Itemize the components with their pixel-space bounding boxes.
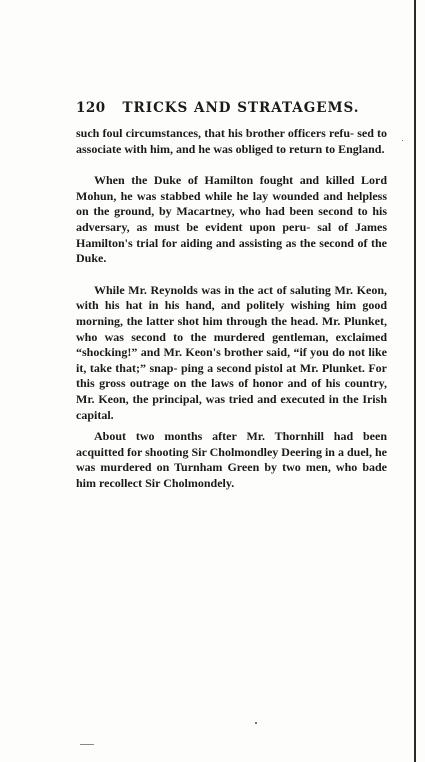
- paragraph-continuation: such foul circumstances, that his brother officers refu- sed to associate with him, and he was obliged to return to England.: [76, 126, 387, 156]
- paragraph-hamilton-mohun: When the Duke of Hamilton fought and killed Lord Mohun, he was stabbed while he lay wounded and helpless on the ground, by Macartney, who had been second to his adversary, as must be evident upon peru- sal of James Hamilton's trial for aiding and assisting as the second of the Duke.: [76, 173, 387, 266]
- page-number: 120: [76, 100, 106, 116]
- running-title: TRICKS AND STRATAGEMS.: [122, 100, 360, 116]
- paragraph-reynolds-keon: While Mr. Reynolds was in the act of saluting Mr. Keon, with his hat in his hand, and politely wishing him good morning, the latter shot him through the head. Mr. Plunket, who was second to the murdered gentleman, exclaimed “shocking!” and Mr. Keon's brother said, “if you do not like it, take that;” snap- ping a second pistol at Mr. Plunket. For this gross outrage on the laws of honor and of his country, Mr. Keon, the principal, was tried and executed in the Irish capital.: [76, 282, 387, 422]
- running-header: [76, 100, 396, 118]
- ink-speck: [402, 140, 403, 141]
- paragraph-thornhill: About two months after Mr. Thornhill had been acquitted for shooting Sir Cholmondley Deering in a duel, he was murdered on Turnham Green by two men, who bade him recollect Sir Cholmondely.: [76, 429, 387, 490]
- ink-speck: [255, 722, 257, 724]
- page-edge-line: [414, 0, 416, 762]
- body-text: [76, 126, 387, 491]
- footer-mark: [80, 744, 94, 745]
